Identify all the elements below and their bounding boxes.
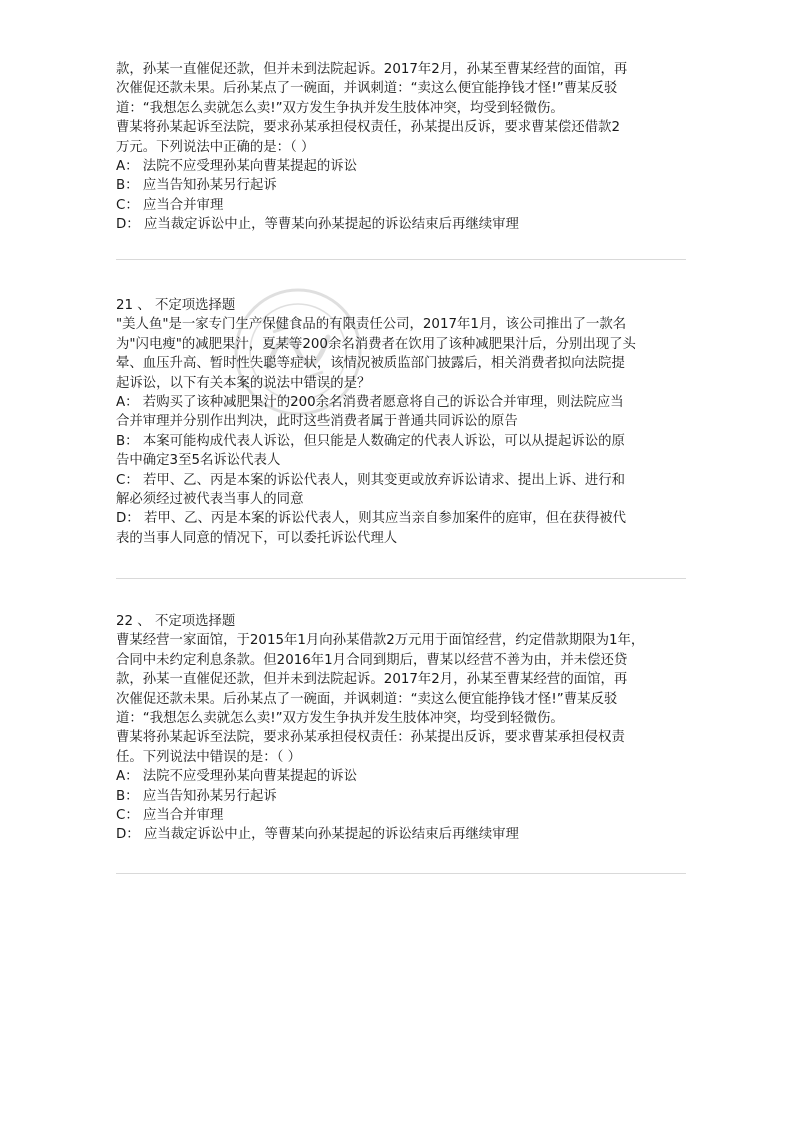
option-b-cont: 告中确定3至5名诉讼代表人 — [116, 453, 281, 469]
question-text-line: 道：“我想怎么卖就怎么卖!”双方发生争执并发生肢体冲突，均受到轻微伤。 — [116, 100, 564, 116]
question-text-line: 道：“我想怎么卖就怎么卖!”双方发生争执并发生肢体冲突，均受到轻微伤。 — [116, 711, 564, 727]
question-header: 22 、 不定项选择题 — [116, 614, 236, 629]
option-c: C： 若甲、乙、丙是本案的诉讼代表人，则其变更或放弃诉讼请求、提出上诉、进行和 — [116, 472, 626, 488]
option-b: B： 应当告知孙某另行起诉 — [116, 788, 277, 804]
option-d: D： 应当裁定诉讼中止，等曹某向孙某提起的诉讼结束后再继续审理 — [116, 217, 519, 233]
option-c-cont: 解必须经过被代表当事人的同意 — [116, 492, 304, 508]
question-text-line: 曹某经营一家面馆，于2015年1月向孙某借款2万元用于面馆经营，约定借款期限为1年， — [116, 633, 645, 649]
option-a: A： 法院不应受理孙某向曹某提起的诉讼 — [116, 159, 358, 175]
question-text-line: 起诉讼，以下有关本案的说法中错误的是？ — [116, 375, 371, 391]
section-divider — [116, 578, 686, 579]
option-a: A： 法院不应受理孙某向曹某提起的诉讼 — [116, 769, 358, 785]
section-divider — [116, 873, 686, 874]
question-21 — [116, 296, 686, 548]
option-a-cont: 合并审理并分别作出判决，此时这些消费者属于普通共同诉讼的原告 — [116, 414, 518, 430]
option-c: C： 应当合并审理 — [116, 808, 224, 824]
question-text-line: 次催促还款未果。后孙某点了一碗面，并讽刺道：“卖这么便宜能挣钱才怪!”曹某反驳 — [116, 81, 618, 97]
option-d: D： 若甲、乙、丙是本案的诉讼代表人，则其应当亲自参加案件的庭审，但在获得被代 — [116, 511, 627, 527]
option-a: A： 若购买了该种减肥果汁的200余名消费者愿意将自己的诉讼合并审理，则法院应当 — [116, 395, 624, 411]
question-text-line: 任。下列说法中错误的是：（ ） — [116, 749, 302, 765]
section-divider — [116, 259, 686, 260]
question-22 — [116, 612, 686, 845]
question-text-line: 曹某将孙某起诉至法院，要求孙某承担侵权责任，孙某提出反诉，要求曹某偿还借款2 — [116, 120, 620, 136]
option-c: C： 应当合并审理 — [116, 197, 224, 213]
question-text-line: 晕、血压升高、暂时性失聪等症状，该情况被质监部门披露后，相关消费者拟向法院提 — [116, 356, 625, 372]
question-continuation — [116, 60, 686, 235]
question-text-line: 款，孙某一直催促还款，但并未到法院起诉。2017年2月，孙某至曹某经营的面馆，再 — [116, 672, 628, 688]
option-d: D： 应当裁定诉讼中止，等曹某向孙某提起的诉讼结束后再继续审理 — [116, 827, 519, 843]
option-b: B： 本案可能构成代表人诉讼，但只能是人数确定的代表人诉讼，可以从提起诉讼的原 — [116, 433, 625, 449]
option-b: B： 应当告知孙某另行起诉 — [116, 178, 277, 194]
question-text-line: 曹某将孙某起诉至法院，要求孙某承担侵权责任：孙某提出反诉，要求曹某承担侵权责 — [116, 730, 625, 746]
question-text-line: 为"闪电瘦"的减肥果汁，夏某等200余名消费者在饮用了该种减肥果汁后，分别出现了头 — [116, 336, 636, 352]
question-text-line: 合同中未约定利息条款。但2016年1月合同到期后，曹某以经营不善为由，并未偿还贷 — [116, 652, 628, 668]
question-text-line: 万元。下列说法中正确的是：（ ） — [116, 139, 315, 155]
question-text-line: 款，孙某一直催促还款，但并未到法院起诉。2017年2月，孙某至曹某经营的面馆，再 — [116, 62, 628, 77]
option-d-cont: 表的当事人同意的情况下，可以委托诉讼代理人 — [116, 530, 398, 546]
question-header: 21 、 不定项选择题 — [116, 298, 236, 313]
question-text-line: 次催促还款未果。后孙某点了一碗面，并讽刺道：“卖这么便宜能挣钱才怪!”曹某反驳 — [116, 691, 618, 707]
question-text-line: "美人鱼"是一家专门生产保健食品的有限责任公司，2017年1月，该公司推出了一款名 — [116, 317, 627, 333]
